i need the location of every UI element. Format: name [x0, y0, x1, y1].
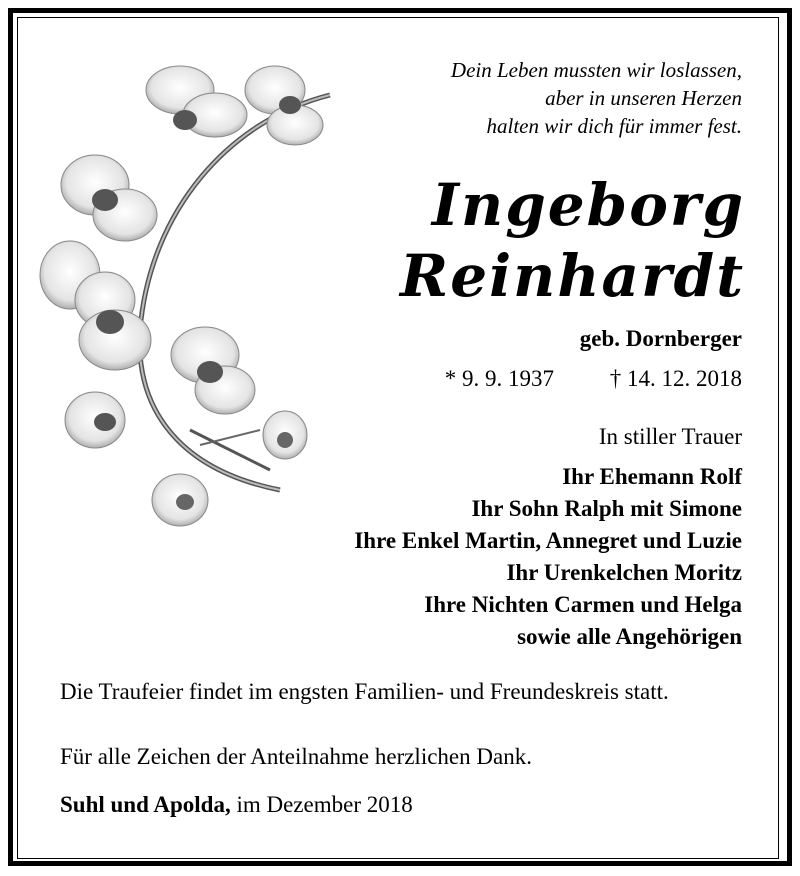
- thanks-text: Für alle Zeichen der Anteilnahme herzlichen Dank.: [60, 744, 532, 769]
- family-member: Ihr Urenkelchen Moritz: [506, 560, 742, 585]
- birth-name: geb. Dornberger: [579, 326, 742, 351]
- family-member: Ihre Nichten Carmen und Helga: [424, 592, 742, 617]
- place-date: [60, 792, 413, 818]
- place: Suhl und Apolda,: [60, 792, 231, 817]
- quote-line: aber in unseren Herzen: [545, 86, 742, 110]
- quote-line: Dein Leben mussten wir loslassen,: [450, 58, 742, 82]
- last-name: Reinhardt: [400, 242, 745, 310]
- quote-line: halten wir dich für immer fest.: [486, 114, 742, 138]
- date: im Dezember 2018: [236, 792, 413, 817]
- memorial-quote: [451, 56, 742, 140]
- life-dates: [445, 366, 742, 392]
- family-member: Ihr Sohn Ralph mit Simone: [471, 496, 742, 521]
- first-name: Ingeborg: [431, 171, 745, 239]
- family-member: Ihre Enkel Martin, Annegret und Luzie: [354, 528, 742, 553]
- orchid-branch-icon: [30, 50, 360, 540]
- family-member: Ihr Ehemann Rolf: [562, 464, 742, 489]
- family-list: [354, 461, 742, 653]
- birth-date: * 9. 9. 1937: [444, 366, 554, 391]
- death-date: † 14. 12. 2018: [609, 366, 742, 391]
- mourning-intro: In stiller Trauer: [598, 424, 742, 449]
- family-member: sowie alle Angehörigen: [517, 624, 742, 649]
- funeral-notice: Die Traufeier findet im engsten Familien- und Freundeskreis statt.: [60, 679, 669, 704]
